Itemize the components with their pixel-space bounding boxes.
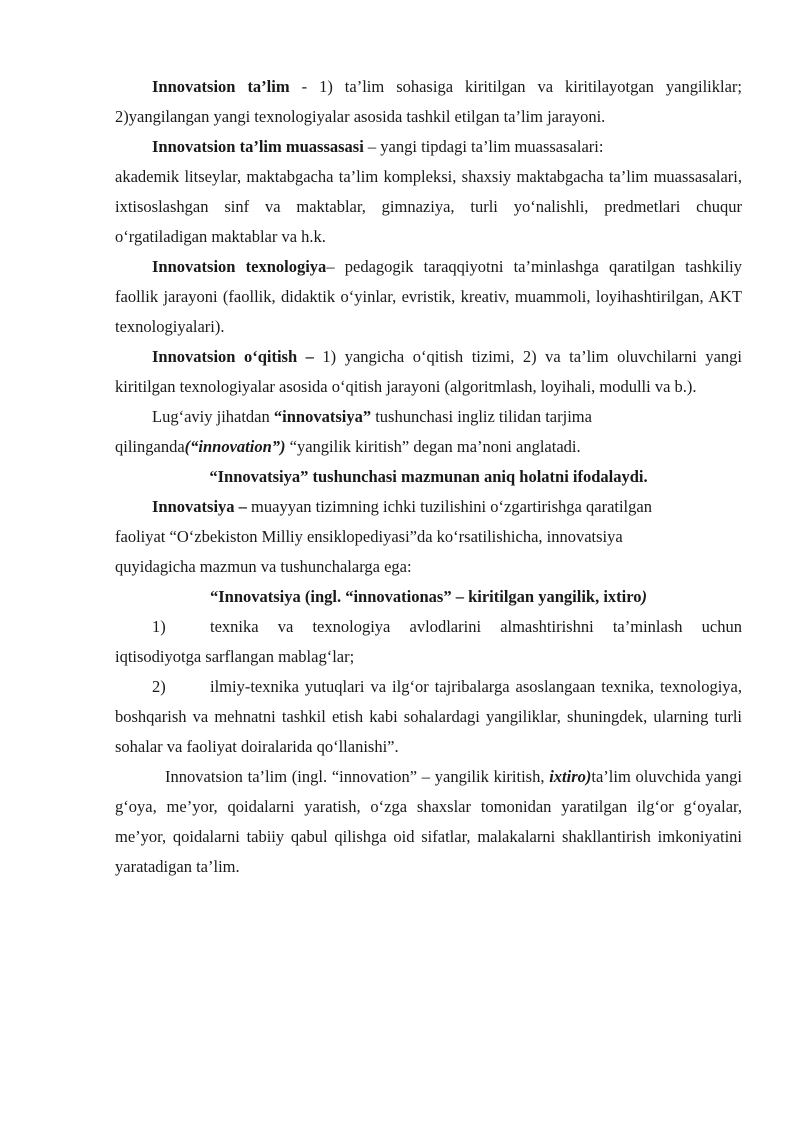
body-text: qilinganda	[115, 437, 185, 456]
term: (“innovation”)	[184, 437, 286, 456]
definition: 1) yangicha o‘qitish tizimi, 2) va ta’lim oluvchilarni yangi kiritilgan texnologiyalar asosida o‘qitish jarayoni (algoritmlash, loyihali, modulli va b.).	[115, 347, 742, 396]
body-text: Lug‘aviy jihatdan	[152, 407, 274, 426]
paragraph-innovatsion-oqitish	[115, 342, 742, 402]
list-text: ilmiy-texnika yutuqlari va ilg‘or tajribalarga asoslangaan texnika, texnologiya, boshqarish va mehnatni tashkil etish kabi sohalardagi yangiliklar, shuningdek, ularning turli sohalar va faoliyat doiralarida qo‘llanishi”.	[115, 677, 742, 756]
document-page	[115, 72, 742, 882]
term: Innovatsiya –	[152, 497, 247, 516]
definition: muayyan tizimning ichki tuzilishini o‘zgartirishga qaratilgan	[246, 497, 652, 516]
paragraph-innovatsiya	[115, 492, 742, 522]
term: “innovatsiya”	[273, 407, 372, 426]
body-text: akademik litseylar, maktabgacha ta’lim kompleksi, shaxsiy maktabgacha ta’lim muassasalari, ixtisoslashgan sinf va maktablar, gimnaziya, turli yo‘nalishli, predmetlari chuqur o‘rgatiladigan maktablar va h.k.	[115, 167, 742, 246]
term: Innovatsion ta’lim	[152, 77, 290, 96]
paragraph-faoliyat	[115, 522, 742, 552]
list-text: texnika va texnologiya avlodlarini almashtirishni ta’minlash uchun iqtisodiyotga sarflangan mablag‘lar;	[115, 617, 742, 666]
list-item	[115, 672, 742, 762]
heading-innovatsiya-tushunchasi: “Innovatsiya” tushunchasi mazmunan aniq holatni ifodalaydi.	[209, 467, 648, 486]
paragraph-muassasa-list	[115, 162, 742, 252]
paragraph-innovatsion-talim-ingl	[115, 762, 742, 882]
term: Innovatsion o‘qitish –	[152, 347, 314, 366]
body-text: “yangilik kiritish” degan ma’noni anglatadi.	[285, 437, 581, 456]
paragraph-innovatsion-texnologiya	[115, 252, 742, 342]
body-text: quyidagicha mazmun va tushunchalarga ega:	[115, 557, 412, 576]
definition: – yangi tipdagi ta’lim muassasalari:	[363, 137, 604, 156]
heading-innovatsiya-ingl: “Innovatsiya (ingl. “innovationas” – kiritilgan yangilik, ixtiro)	[209, 587, 648, 606]
paragraph-quyidagicha	[115, 552, 742, 582]
term: Innovatsion texnologiya	[152, 257, 327, 276]
list-number: 1)	[152, 617, 166, 636]
paragraph-innovatsion-muassasa	[115, 132, 742, 162]
paragraph-innovatsion-talim	[115, 72, 742, 132]
body-text: tushunchasi ingliz tilidan tarjima	[371, 407, 592, 426]
definition: – pedagogik taraqqiyotni ta’minlashga qaratilgan tashkiliy faollik jarayoni (faollik, didaktik o‘yinlar, evristik, kreativ, muammoli, loyihashtirilgan, AKT texnologiyalari).	[115, 257, 742, 336]
list-item-text	[115, 612, 742, 672]
body-text: Innovatsion ta’lim (ingl. “innovation” – yangilik kiritish,	[165, 767, 550, 786]
body-text: ta’lim oluvchida yangi g‘oya, me’yor, qoidalarni yaratish, o‘zga shaxslar tomonidan yaratilgan ilg‘or g‘oyalar, me’yor, qoidalarni tabiiy qabul qilishga oid sifatlar, malakalarni shakllantirish imkoniyatini yaratadigan ta’lim.	[115, 767, 742, 876]
paragraph-lugaviy	[115, 402, 742, 432]
list-item-text	[115, 672, 742, 762]
list-item	[115, 612, 742, 672]
body-text: faoliyat “O‘zbekiston Milliy ensiklopediyasi”da ko‘rsatilishicha, innovatsiya	[115, 527, 623, 546]
list-number: 2)	[152, 677, 166, 696]
definition: - 1) ta’lim sohasiga kiritilgan va kiritilayotgan yangiliklar; 2)yangilangan yangi texnologiyalar asosida tashkil etilgan ta’lim jarayoni.	[115, 77, 742, 126]
paragraph-qilinganda	[115, 432, 742, 462]
term: Innovatsion ta’lim muassasasi	[152, 137, 364, 156]
term: ixtiro)	[549, 767, 592, 786]
